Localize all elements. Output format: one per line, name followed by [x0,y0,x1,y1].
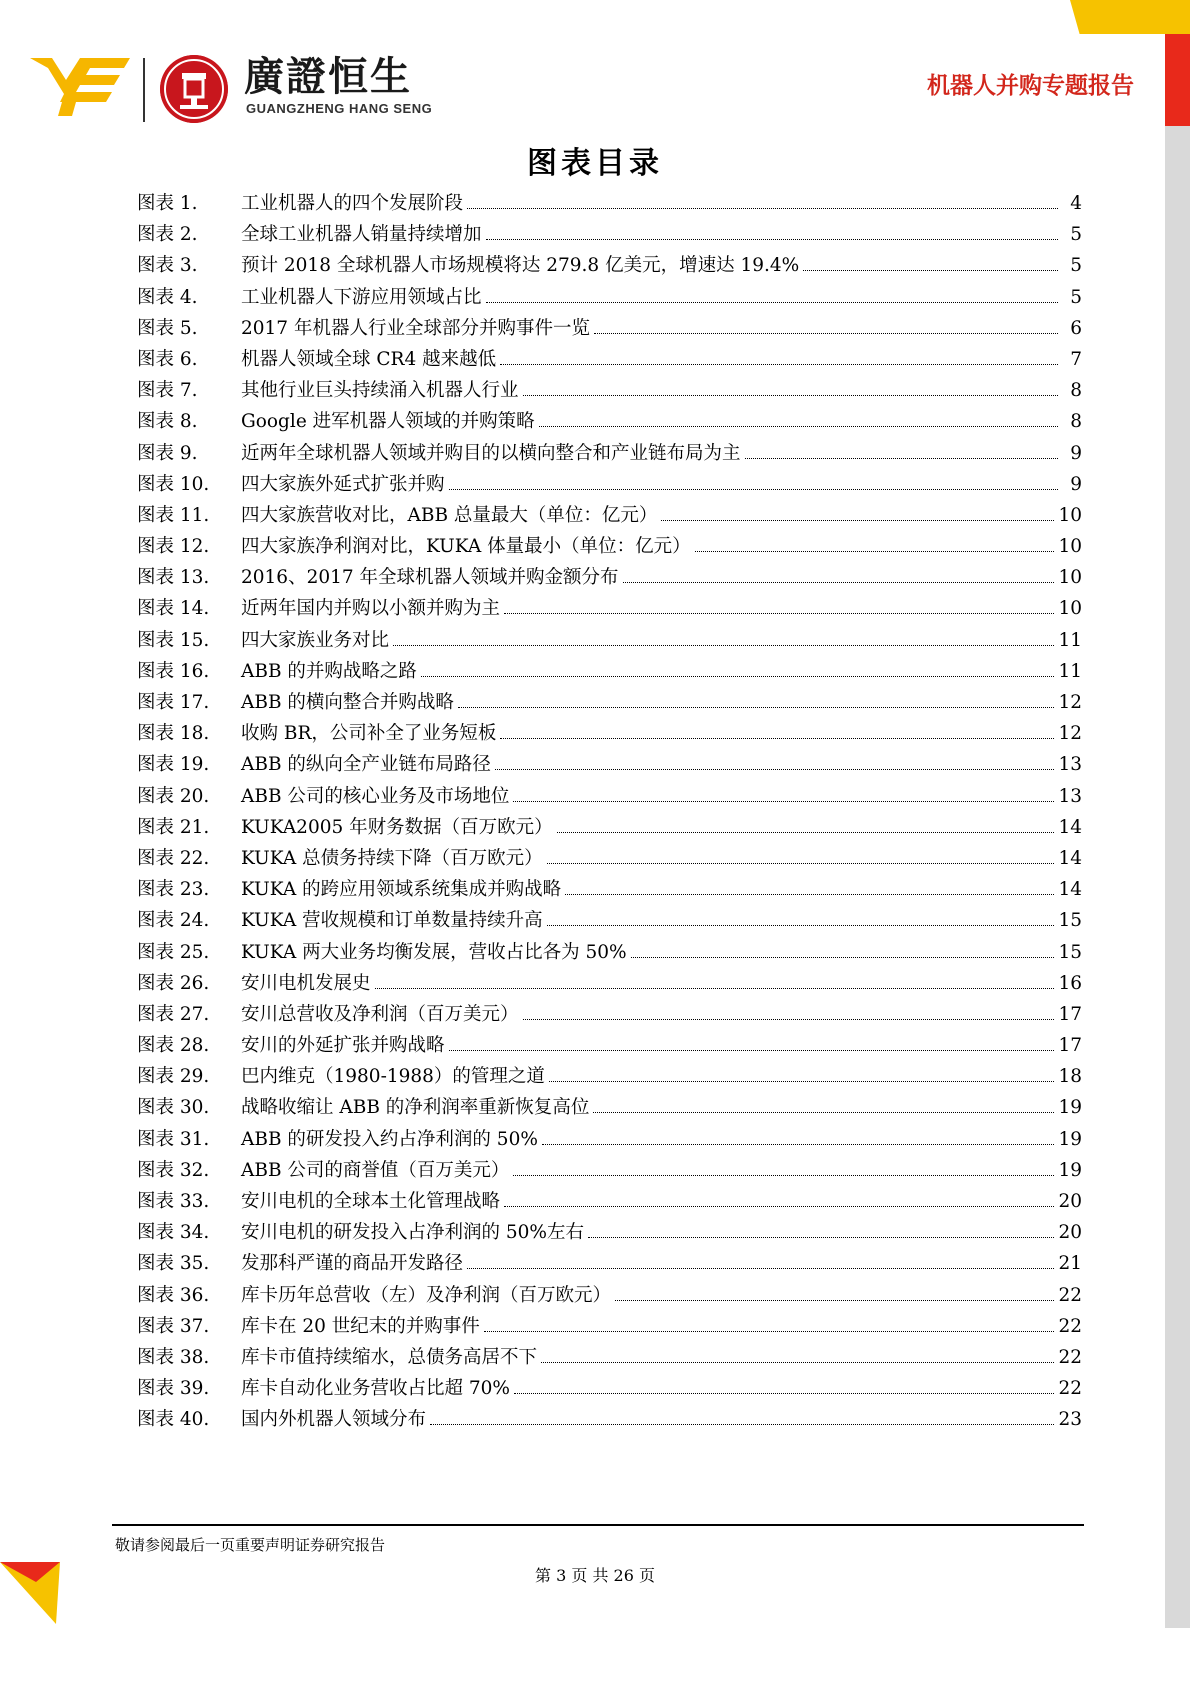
toc-entry-label: 图表 26. [137,972,210,994]
toc-entry-title: 安川的外延扩张并购战略 [241,1035,445,1057]
toc-entry[interactable] [137,1000,1082,1031]
toc-entry-title: 巴内维克（1980-1988）的管理之道 [241,1066,545,1088]
toc-leader-dots [745,458,1058,459]
toc-entry-page: 9 [1070,473,1082,495]
toc-entry[interactable] [137,563,1082,594]
toc-entry-label: 图表 7. [137,380,198,402]
toc-entry[interactable] [137,906,1082,937]
toc-entry-title: 四大家族外延式扩张并购 [241,473,445,495]
toc-entry[interactable] [137,532,1082,563]
toc-entry[interactable] [137,1062,1082,1093]
toc-entry[interactable] [137,875,1082,906]
toc-entry-label: 图表 13. [137,567,210,589]
toc-entry-label: 图表 38. [137,1346,210,1368]
toc-entry-page: 5 [1070,286,1082,308]
toc-entry-title: 库卡市值持续缩水，总债务高居不下 [241,1346,538,1368]
toc-entry-page: 10 [1058,567,1082,589]
toc-entry-title: 其他行业巨头持续涌入机器人行业 [241,380,519,402]
toc-entry[interactable] [137,719,1082,750]
toc-entry-label: 图表 32. [137,1159,210,1181]
toc-entry-title: 四大家族净利润对比，KUKA 体量最小（单位：亿元） [241,536,691,558]
toc-leader-dots [547,925,1055,926]
toc-leader-dots [541,1362,1054,1363]
toc-entry-label: 图表 11. [137,504,210,526]
toc-entry-title: 2017 年机器人行业全球部分并购事件一览 [241,317,590,339]
toc-leader-dots [467,1268,1054,1269]
toc-entry[interactable] [137,1312,1082,1343]
toc-leader-dots [393,645,1054,646]
corner-triangle-icon [0,1562,60,1624]
toc-entry-label: 图表 30. [137,1097,210,1119]
toc-leader-dots [588,1237,1054,1238]
toc-entry[interactable] [137,1093,1082,1124]
toc-entry-label: 图表 35. [137,1253,210,1275]
toc-entry-label: 图表 37. [137,1315,210,1337]
toc-leader-dots [523,1019,1055,1020]
toc-leader-dots [500,738,1054,739]
toc-entry[interactable] [137,345,1082,376]
toc-leader-dots [467,208,1058,209]
toc-entry-page: 15 [1058,910,1082,932]
toc-entry-page: 17 [1058,1035,1082,1057]
company-logo-english: GUANGZHENG HANG SENG [246,101,433,116]
toc-entry-title: 近两年国内并购以小额并购为主 [241,598,501,620]
toc-leader-dots [504,1206,1054,1207]
toc-entry-page: 14 [1058,879,1082,901]
toc-entry-label: 图表 6. [137,348,198,370]
toc-entry-page: 17 [1058,1003,1082,1025]
toc-entry-label: 图表 36. [137,1284,210,1306]
toc-entry[interactable] [137,657,1082,688]
toc-entry[interactable] [137,439,1082,470]
report-title: 机器人并购专题报告 [927,73,1134,99]
toc-entry-label: 图表 33. [137,1191,210,1212]
toc-leader-dots [495,769,1055,770]
toc-entry-page: 23 [1058,1409,1082,1431]
toc-leader-dots [631,957,1055,958]
toc-entry[interactable] [137,189,1082,220]
toc-leader-dots [523,395,1058,396]
toc-entry-title: 安川总营收及净利润（百万美元） [241,1003,519,1025]
toc-leader-dots [593,1112,1054,1113]
toc-leader-dots [375,988,1055,989]
toc-leader-dots [594,333,1058,334]
toc-leader-dots [615,1300,1054,1301]
toc-entry[interactable] [137,1125,1082,1156]
toc-leader-dots [695,551,1055,552]
toc-leader-dots [557,832,1055,833]
toc-entry-page: 5 [1070,224,1082,246]
toc-entry-page: 19 [1058,1097,1082,1119]
toc-leader-dots [449,489,1058,490]
footer-disclaimer: 敬请参阅最后一页重要声明证券研究报告 [115,1536,386,1554]
toc-entry[interactable] [137,1249,1082,1280]
toc-entry-title: ABB 的横向整合并购战略 [241,692,454,713]
toc-entry-page: 15 [1058,941,1082,963]
toc-entry-label: 图表 19. [137,754,210,776]
toc-entry-page: 22 [1058,1346,1082,1368]
toc-entry[interactable] [137,782,1082,813]
page-number: 第 3 页 共 26 页 [535,1566,655,1585]
toc-entry-page: 12 [1058,723,1082,745]
toc-entry-label: 图表 39. [137,1378,210,1400]
toc-entry-page: 21 [1058,1253,1082,1275]
toc-leader-dots [661,520,1054,521]
toc-entry[interactable] [137,1156,1082,1187]
toc-entry-page: 19 [1058,1159,1082,1181]
toc-leader-dots [449,1050,1055,1051]
toc-entry-label: 图表 28. [137,1035,210,1057]
toc-entry-page: 19 [1058,1128,1082,1150]
toc-entry-title: 发那科严谨的商品开发路径 [241,1253,464,1275]
toc-entry-label: 图表 23. [137,879,210,901]
toc-entry-page: 20 [1058,1222,1082,1244]
toc-leader-dots [430,1424,1054,1425]
toc-entry-label: 图表 24. [137,910,210,932]
toc-entry-page: 10 [1058,598,1082,620]
toc-entry[interactable] [137,501,1082,532]
toc-entry-title: 库卡历年总营收（左）及净利润（百万欧元） [241,1284,612,1306]
toc-entry[interactable] [137,251,1082,282]
toc-entry-label: 图表 3. [137,255,198,277]
toc-entry-label: 图表 34. [137,1222,210,1244]
toc-entry-title: KUKA2005 年财务数据（百万欧元） [241,816,553,838]
toc-entry-label: 图表 27. [137,1003,210,1025]
toc-entry[interactable] [137,938,1082,969]
toc-entry-label: 图表 18. [137,723,210,745]
toc-entry-page: 13 [1058,754,1082,776]
toc-leader-dots [547,863,1055,864]
toc-entry-title: KUKA 两大业务均衡发展，营收占比各为 50% [241,941,627,963]
toc-leader-dots [513,801,1054,802]
toc-entry[interactable] [137,594,1082,625]
toc-leader-dots [803,270,1058,271]
toc-entry-title: 国内外机器人领域分布 [241,1409,427,1431]
toc-entry-title: 安川电机发展史 [241,972,371,994]
toc-heading: 图表目录 [527,146,663,181]
logo-divider [143,58,145,122]
toc-entry-title: KUKA 的跨应用领域系统集成并购战略 [241,879,562,901]
toc-leader-dots [486,239,1058,240]
toc-leader-dots [549,1081,1055,1082]
toc-entry-page: 16 [1058,972,1082,994]
toc-entry-label: 图表 15. [137,629,210,651]
toc-entry[interactable] [137,844,1082,875]
toc-entry-title: 战略收缩让 ABB 的净利润率重新恢复高位 [241,1097,590,1119]
toc-entry[interactable] [137,813,1082,844]
toc-leader-dots [486,302,1058,303]
toc-entry[interactable] [137,470,1082,501]
toc-entry[interactable] [137,969,1082,1000]
toc-leader-dots [565,894,1054,895]
toc-entry-title: ABB 的并购战略之路 [241,660,417,682]
toc-entry-title: 库卡自动化业务营收占比超 70% [241,1378,511,1400]
company-logo-text: 廣證恒生 [244,54,412,100]
ye-logo-icon [30,58,130,116]
toc-entry[interactable] [137,314,1082,345]
toc-entry-title: 预计 2018 全球机器人市场规模将达 279.8 亿美元，增速达 19.4% [241,255,800,277]
toc-entry[interactable] [137,1374,1082,1405]
toc-entry-label: 图表 14. [137,598,210,620]
toc-entry-title: 近两年全球机器人领域并购目的以横向整合和产业链布局为主 [241,442,741,464]
toc-entry-page: 22 [1058,1315,1082,1337]
side-decoration-bar [1165,0,1190,1628]
toc-entry-label: 图表 17. [137,692,210,713]
toc-leader-dots [514,1393,1054,1394]
toc-entry-title: 工业机器人下游应用领域占比 [241,286,482,308]
toc-entry-title: 机器人领域全球 CR4 越来越低 [241,348,497,370]
toc-entry[interactable] [137,1343,1082,1374]
toc-entry-label: 图表 29. [137,1066,210,1088]
toc-leader-dots [484,1331,1055,1332]
toc-entry-page: 10 [1058,504,1082,526]
toc-entry[interactable] [137,1218,1082,1249]
toc-entry-title: 工业机器人的四个发展阶段 [241,193,464,214]
toc-leader-dots [458,707,1055,708]
toc-entry[interactable] [137,688,1082,719]
toc-entry-page: 8 [1070,380,1082,402]
toc-entry-label: 图表 25. [137,941,210,963]
toc-entry-title: 收购 BR，公司补全了业务短板 [241,723,497,745]
toc-entry[interactable] [137,376,1082,407]
toc-leader-dots [500,364,1058,365]
toc-entry-title: 安川电机的研发投入占净利润的 50%左右 [241,1222,585,1244]
toc-entry-title: Google 进军机器人领域的并购策略 [241,411,535,433]
toc-entry-label: 图表 10. [137,473,210,495]
toc-entry-title: KUKA 营收规模和订单数量持续升高 [241,910,543,932]
toc-leader-dots [542,1144,1055,1145]
toc-entry-page: 14 [1058,847,1082,869]
toc-entry-title: 四大家族营收对比，ABB 总量最大（单位：亿元） [241,504,658,526]
toc-entry-title: ABB 公司的核心业务及市场地位 [241,785,510,807]
toc-entry-page: 22 [1058,1284,1082,1306]
toc-entry-label: 图表 40. [137,1409,210,1431]
toc-entry[interactable] [137,1281,1082,1312]
toc-entry-page: 5 [1070,255,1082,277]
toc-entry-page: 22 [1058,1378,1082,1400]
toc-leader-dots [504,613,1054,614]
seal-logo-icon [160,55,228,123]
toc-entry-page: 11 [1058,660,1082,682]
side-accent-bar [1165,34,1190,126]
toc-entry-label: 图表 22. [137,847,210,869]
toc-entry[interactable] [137,283,1082,314]
toc-leader-dots [421,676,1055,677]
toc-entry[interactable] [137,1031,1082,1062]
toc-entry-page: 13 [1058,785,1082,807]
toc-entry-label: 图表 20. [137,785,210,807]
toc-leader-dots [623,582,1055,583]
toc-entry[interactable] [137,407,1082,438]
toc-leader-dots [539,426,1058,427]
toc-entry-page: 10 [1058,536,1082,558]
toc-entry-title: ABB 的纵向全产业链布局路径 [241,754,491,776]
toc-entry[interactable] [137,626,1082,657]
toc-entry-page: 12 [1058,692,1082,713]
toc-entry-title: 2016、2017 年全球机器人领域并购金额分布 [241,567,619,589]
toc-entry-page: 6 [1070,317,1082,339]
toc-entry[interactable] [137,750,1082,781]
toc-entry-label: 图表 1. [137,193,198,214]
toc-entry[interactable] [137,1405,1082,1436]
toc-entry-label: 图表 21. [137,816,210,838]
footer-divider [112,1524,1084,1526]
toc-entry-label: 图表 8. [137,411,198,433]
toc-entry-label: 图表 9. [137,442,198,464]
toc-entry-title: KUKA 总债务持续下降（百万欧元） [241,847,543,869]
corner-accent-bar [1070,0,1190,34]
toc-entry-label: 图表 31. [137,1128,210,1150]
toc-entry-page: 9 [1070,442,1082,464]
toc-entry[interactable] [137,220,1082,251]
figure-index-list [137,189,1082,1437]
toc-entry-title: 四大家族业务对比 [241,629,390,651]
toc-entry-page: 7 [1070,348,1082,370]
toc-entry-title: ABB 的研发投入约占净利润的 50% [241,1128,538,1150]
toc-entry-page: 4 [1070,193,1082,214]
toc-entry-label: 图表 4. [137,286,198,308]
toc-entry-page: 18 [1058,1066,1082,1088]
toc-entry-title: 全球工业机器人销量持续增加 [241,224,482,246]
toc-entry-label: 图表 5. [137,317,198,339]
toc-entry-page: 14 [1058,816,1082,838]
toc-entry-label: 图表 12. [137,536,210,558]
toc-entry[interactable] [137,1187,1082,1218]
toc-entry-page: 20 [1058,1191,1082,1212]
toc-entry-title: 安川电机的全球本土化管理战略 [241,1191,501,1212]
toc-entry-page: 11 [1058,629,1082,651]
toc-entry-label: 图表 16. [137,660,210,682]
toc-leader-dots [513,1175,1054,1176]
toc-entry-label: 图表 2. [137,224,198,246]
toc-entry-title: ABB 公司的商誉值（百万美元） [241,1159,510,1181]
toc-entry-page: 8 [1070,411,1082,433]
toc-entry-title: 库卡在 20 世纪末的并购事件 [241,1315,480,1337]
